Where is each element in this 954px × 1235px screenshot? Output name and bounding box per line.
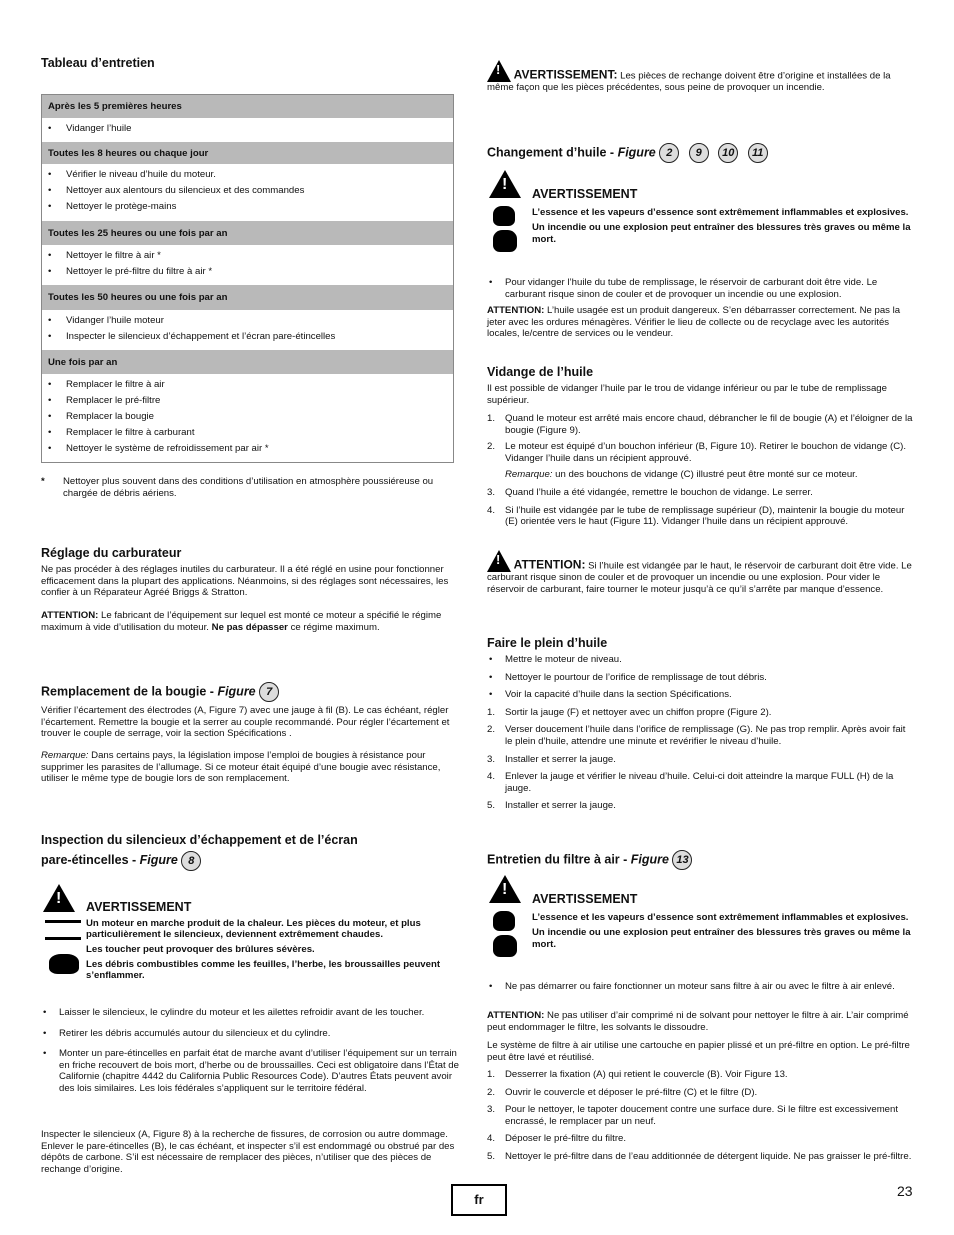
oil-change-title: Changement d’huile - Figure 2 9 10 11 [487, 143, 768, 163]
oil-drain-attention: ! ATTENTION: Si l’huile est vidangée par le haut, le réservoir de carburant doit être vide. Le carburant risque sinon de couler et de provoquer un incendie ou une explosion. Pour vider le réservoir de carburant, faire tourner le moteur jusqu’à ce qu’il s’arrête par manque d’essence. [487, 552, 912, 595]
maintenance-table-title: Tableau d’entretien [41, 56, 155, 70]
carburetor-attention: ATTENTION: Le fabricant de l’équipement sur lequel est monté ce moteur a spécifié le régime maximum à vide d’utilisation du moteur. Ne pas dépasser ce régime maximum. [41, 610, 442, 633]
table-header: Toutes les 25 heures ou une fois par an [42, 221, 453, 245]
warning-title: AVERTISSEMENT [532, 187, 638, 201]
list-item: • Monter un pare-étincelles en parfait état de marche avant d’utiliser l’équipement sur un terrain en friche recouvert de bois mort, d’herbe ou de broussailles. Ceci est obligatoire dans l’État de Californie (chapitre 4442 du California Public Resources Code). D’autres États peuvent avoir des lois similaires. Les lois fédérales s’appliquent sur le territoire fédéral. [41, 1048, 469, 1094]
replacement-parts-warning: ! AVERTISSEMENT: Les pièces de rechange doivent être d’origine et installées de la même façon que les pièces précédentes, sous peine de provoquer un incendie. [487, 62, 891, 93]
list-item: 2. Verser doucement l’huile dans l’orifice de remplissage (G). Ne pas trop remplir. Après avoir fait le plein d’huile, attendre une minute et revérifier le niveau d’huile. [487, 724, 906, 747]
list-item: • Remplacer le filtre à carburant [48, 425, 447, 441]
air-filter-title: Entretien du filtre à air - Figure 13 [487, 850, 692, 870]
footnote: * Nettoyer plus souvent dans des conditions d’utilisation en atmosphère poussiéreuse ou chargée de débris aériens. [41, 476, 434, 499]
table-section [42, 310, 453, 350]
figure-number-badge: 13 [672, 850, 692, 870]
warning-icon: ! [487, 60, 511, 82]
list-item: 3. Installer et serrer la jauge. [487, 753, 616, 765]
hot-surface-icon [45, 920, 81, 940]
warning-icon: ! [489, 170, 521, 198]
spark-plug-title: Remplacement de la bougie - Figure 7 [41, 682, 279, 702]
table-section [42, 374, 453, 462]
spark-plug-remark: Remarque: Dans certains pays, la législation impose l’emploi de bougies à résistance pour supprimer les parasites de l’allumage. Si ce moteur était équipé d’une bougie avec résistance, utiliser le même type de bougie lors de son remplacement. [41, 750, 441, 785]
muffler-warning-box [41, 882, 469, 992]
figure-number-badge: 11 [748, 143, 768, 163]
warning-text: Un moteur en marche produit de la chaleur. Les pièces du moteur, et plus particulièrement le silencieux, deviennent extrêmement chaudes. Les toucher peut provoquer des brûlures sévères. Les débris combustibles comme les feuilles, l’herbe, les broussailles peuvent s’enflammer. [86, 918, 441, 982]
list-item: • Ne pas démarrer ou faire fonctionner un moteur sans filtre à air ou avec le filtre à air enlevé. [487, 981, 915, 993]
list-item: 5. Nettoyer le pré-filtre dans de l’eau additionnée de détergent liquide. Ne pas graisser le pré-filtre. [487, 1150, 912, 1162]
muffler-bullets [41, 1007, 469, 1095]
figure-number-badge: 7 [259, 682, 279, 702]
air-filter-steps [487, 1069, 915, 1163]
table-section [42, 245, 453, 285]
list-item: 2. Le moteur est équipé d’un bouchon inférieur (B, Figure 10). Retirer le bouchon de vidange (C). Vidanger l’huile dans un récipient approuvé. Remarque: un des bouchons de vidange (C) illustré peut être monté sur ce moteur. [487, 441, 907, 481]
explosion-icon [493, 935, 517, 957]
carburetor-paragraph: Ne pas procéder à des réglages inutiles du carburateur. Il a été réglé en usine pour fonctionner efficacement dans la plupart des applications. Néanmoins, si des réglages sont nécessaires, les confier à un Réparateur Agréé Briggs & Stratton. [41, 564, 449, 599]
warning-title: AVERTISSEMENT [532, 892, 638, 906]
list-item: • Voir la capacité d’huile dans la section Spécifications. [487, 689, 915, 701]
list-item: • Nettoyer le pré-filtre du filtre à air * [48, 264, 447, 280]
fire-icon [49, 954, 79, 974]
warning-icon: ! [43, 884, 75, 912]
table-header: Toutes les 50 heures ou une fois par an [42, 285, 453, 310]
table-header: Après les 5 premières heures [42, 95, 453, 118]
table-header: Une fois par an [42, 350, 453, 374]
oil-fill-bullets [487, 654, 915, 812]
flame-icon [493, 206, 515, 226]
explosion-icon [493, 230, 517, 252]
list-item: • Remplacer le pré-filtre [48, 393, 447, 409]
list-item: • Laisser le silencieux, le cylindre du moteur et les ailettes refroidir avant de les toucher. [41, 1007, 469, 1019]
maintenance-table [41, 94, 454, 463]
list-item: 1. Quand le moteur est arrêté mais encore chaud, débrancher le fil de bougie (A) et l’éloigner de la bougie (Figure 9). [487, 413, 913, 436]
muffler-paragraph: Inspecter le silencieux (A, Figure 8) à la recherche de fissures, de corrosion ou autre dommage. Enlever le pare-étincelles (B), le cas échéant, et inspecter s’il est endommagé ou obstrué par des dépôts de carbone. S’il est nécessaire de remplacer des pièces, n’utiliser que des pièces de rechange d’origine. [41, 1129, 455, 1175]
warning-text: L’essence et les vapeurs d’essence sont extrêmement inflammables et explosives. Un incendie ou une explosion peut entraîner des blessures très graves ou même la mort. [532, 207, 911, 245]
table-section [42, 118, 453, 142]
list-item: 1. Sortir la jauge (F) et nettoyer avec un chiffon propre (Figure 2). [487, 706, 772, 718]
oil-warning-box [487, 170, 915, 265]
list-item: • Remplacer le filtre à air [48, 377, 447, 393]
warning-icon: ! [489, 875, 521, 903]
figure-number-badge: 2 [659, 143, 679, 163]
language-tab: fr [451, 1184, 507, 1216]
air-filter-warning-box [487, 875, 915, 970]
figure-number-badge: 9 [689, 143, 709, 163]
warning-icon: ! [487, 550, 511, 572]
air-filter-bullet [487, 981, 915, 993]
oil-drain-steps [487, 413, 915, 528]
list-item: 1. Desserrer la fixation (A) qui retient le couvercle (B). Voir Figure 13. [487, 1069, 788, 1080]
figure-number-badge: 10 [718, 143, 738, 163]
list-item: 5. Installer et serrer la jauge. [487, 800, 616, 812]
muffler-title: Inspection du silencieux d’échappement et de l’écran pare-étincelles - Figure 8 [41, 830, 358, 871]
air-filter-attention: ATTENTION: Ne pas utiliser d’air comprimé ni de solvant pour nettoyer le filtre à air. L’air comprimé peut endommager le filtre, les solvants le dissoudre. [487, 1010, 909, 1033]
list-item: • Nettoyer le protège-mains [48, 199, 447, 215]
list-item: 4. Enlever la jauge et vérifier le niveau d’huile. Celui-ci doit atteindre la marque FULL (H) de la jauge. [487, 771, 894, 794]
warning-text: L’essence et les vapeurs d’essence sont extrêmement inflammables et explosives. Un incendie ou une explosion peut entraîner des blessures très graves ou même la mort. [532, 912, 911, 950]
list-item: • Nettoyer aux alentours du silencieux et des commandes [48, 183, 447, 199]
page-number: 23 [897, 1183, 913, 1199]
spark-plug-paragraph: Vérifier l’écartement des électrodes (A, Figure 7) avec une jauge à fil (B). Le cas échéant, régler l’écartement. Remettre la bougie et la serrer au couple recommandé. Pour régler l’écartement et trouver le couple de serrage, voir la section Spécifications . [41, 705, 450, 740]
list-item: 2. Ouvrir le couvercle et déposer le pré-filtre (C) et le filtre (D). [487, 1086, 758, 1098]
oil-fill-title: Faire le plein d’huile [487, 636, 608, 650]
list-item: • Mettre le moteur de niveau. [487, 654, 915, 666]
table-header: Toutes les 8 heures ou chaque jour [42, 142, 453, 164]
list-item: • Vidanger l’huile [48, 121, 447, 137]
warning-title: AVERTISSEMENT [86, 900, 192, 914]
list-item: 4. Si l’huile est vidangée par le tube de remplissage supérieur (D), maintenir la bougie du moteur (E) orientée vers le haut (Figure 11). Vidanger l’huile dans un récipient approuvé. [487, 504, 905, 528]
flame-icon [493, 911, 515, 931]
list-item: • Inspecter le silencieux d’échappement et l’écran pare-étincelles [48, 329, 447, 345]
oil-attention: ATTENTION: L’huile usagée est un produit dangereux. S’en débarrasser correctement. Ne pas la jeter avec les ordures ménagères. Vérifier le lieu de collecte ou de recyclage avec les autorités locales, le/centre de services ou le vendeur. [487, 305, 901, 340]
list-item: • Nettoyer le pourtour de l’orifice de remplissage de tout débris. [487, 672, 915, 684]
list-item: • Vérifier le niveau d’huile du moteur. [48, 167, 447, 183]
oil-drain-paragraph: Il est possible de vidanger l’huile par le trou de vidange inférieur ou par le tube de remplissage supérieur. [487, 383, 887, 406]
air-filter-paragraph: Le système de filtre à air utilise une cartouche en papier plissé et un pré-filtre en option. Le pré-filtre peut être lavé et réutilisé. [487, 1040, 910, 1063]
list-item: • Retirer les débris accumulés autour du silencieux et du cylindre. [41, 1028, 469, 1040]
list-item: • Nettoyer le filtre à air * [48, 248, 447, 264]
list-item: • Vidanger l’huile moteur [48, 313, 447, 329]
list-item: • Nettoyer le système de refroidissement par air * [48, 441, 447, 457]
oil-bullet [487, 277, 915, 300]
list-item: 4. Déposer le pré-filtre du filtre. [487, 1133, 627, 1145]
carburetor-title: Réglage du carburateur [41, 546, 182, 560]
list-item: 3. Quand l’huile a été vidangée, remettre le bouchon de vidange. Le serrer. [487, 486, 813, 498]
table-section [42, 164, 453, 221]
list-item: 3. Pour le nettoyer, le tapoter doucement contre une surface dure. Si le filtre est excessivement encrassé, le remplacer par un neuf. [487, 1104, 899, 1127]
figure-number-badge: 8 [181, 851, 201, 871]
list-item: • Remplacer la bougie [48, 409, 447, 425]
oil-drain-title: Vidange de l’huile [487, 365, 594, 379]
list-item: • Pour vidanger l’huile du tube de remplissage, le réservoir de carburant doit être vide. Le carburant risque sinon de couler et de provoquer un incendie ou une explosion. [487, 277, 915, 300]
